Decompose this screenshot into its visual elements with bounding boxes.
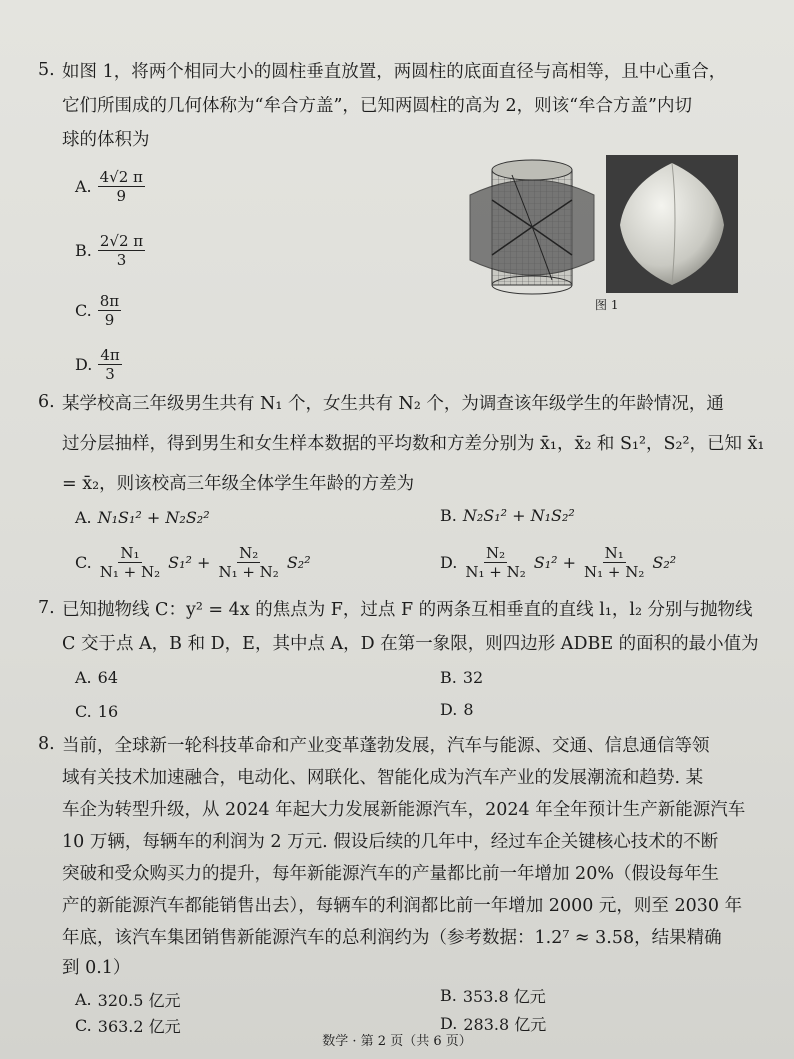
q8-number: 8. bbox=[38, 734, 55, 754]
q8-line-3: 车企为转型升级，从 2024 年起大力发展新能源汽车，2024 年全年预计生产新能源汽车 bbox=[62, 800, 746, 820]
fraction-numerator: N₁ bbox=[604, 544, 624, 562]
option-label: C. bbox=[75, 702, 92, 721]
q7-option-d bbox=[440, 700, 474, 719]
q5-option-d bbox=[75, 346, 122, 383]
option-label: D. bbox=[75, 355, 93, 374]
fraction-denominator: 3 bbox=[116, 251, 127, 269]
fraction bbox=[98, 346, 121, 383]
fraction bbox=[98, 292, 121, 329]
option-text: N₂S₁² + N₁S₂² bbox=[462, 506, 575, 525]
option-label: A. bbox=[75, 177, 92, 196]
q5-option-b bbox=[75, 232, 145, 269]
option-label: B. bbox=[440, 506, 457, 525]
option-text: N₁S₁² + N₂S₂² bbox=[97, 508, 210, 527]
option-text: 8 bbox=[463, 700, 474, 719]
q5-option-a bbox=[75, 168, 145, 205]
q7-option-c bbox=[75, 702, 118, 721]
fraction-denominator: 9 bbox=[104, 311, 115, 329]
fraction-numerator: N₁ bbox=[120, 544, 140, 562]
figure-mouhefanggai-solid bbox=[606, 155, 738, 293]
q7-option-a bbox=[75, 668, 118, 687]
option-text: 353.8 亿元 bbox=[462, 987, 546, 1006]
q5-line-3: 球的体积为 bbox=[62, 130, 150, 150]
q7-line-2: C 交于点 A，B 和 D，E，其中点 A，D 在第一象限，则四边形 ADBE 的面积的最小值为 bbox=[62, 634, 759, 654]
fraction bbox=[216, 544, 280, 581]
option-label: D. bbox=[440, 1014, 458, 1033]
option-text: 363.2 亿元 bbox=[97, 1017, 181, 1036]
option-text: S₁² + bbox=[533, 553, 577, 572]
option-label: D. bbox=[440, 553, 458, 572]
option-label: C. bbox=[75, 553, 92, 572]
fraction-denominator: 9 bbox=[116, 187, 127, 205]
q6-option-c bbox=[75, 544, 311, 581]
q6-option-a bbox=[75, 508, 210, 527]
fraction-denominator: N₁ + N₂ bbox=[218, 563, 279, 581]
q8-line-6: 产的新能源汽车都能销售出去），每辆车的利润都比前一年增加 2000 元，则至 2030 年 bbox=[62, 896, 743, 916]
fraction-denominator: N₁ + N₂ bbox=[99, 563, 161, 581]
option-text: 64 bbox=[97, 668, 118, 687]
q7-number: 7. bbox=[38, 598, 55, 618]
q7-option-b bbox=[440, 668, 483, 687]
option-label: A. bbox=[75, 990, 92, 1009]
q6-line-1: 某学校高三年级男生共有 N₁ 个，女生共有 N₂ 个，为调查该年级学生的年龄情况，通 bbox=[62, 394, 724, 414]
option-label: D. bbox=[440, 700, 458, 719]
q6-option-b bbox=[440, 506, 575, 525]
option-text: S₂² bbox=[286, 553, 311, 572]
option-label: B. bbox=[440, 986, 457, 1005]
q8-line-5: 突破和受众购买力的提升，每年新能源汽车的产量都比前一年增加 20%（假设每年生 bbox=[62, 864, 719, 884]
q8-line-1: 当前，全球新一轮科技革命和产业变革蓬勃发展，汽车与能源、交通、信息通信等领 bbox=[62, 736, 710, 756]
q6-line-3: = x̄₂，则该校高三年级全体学生年龄的方差为 bbox=[62, 474, 415, 494]
option-text: 16 bbox=[97, 702, 119, 721]
option-label: A. bbox=[75, 668, 92, 687]
option-label: B. bbox=[440, 668, 457, 687]
option-text: 32 bbox=[462, 668, 484, 687]
q8-option-a bbox=[75, 988, 181, 1011]
fraction bbox=[98, 232, 145, 269]
fraction-numerator: N₂ bbox=[239, 544, 259, 562]
option-label: A. bbox=[75, 508, 92, 527]
option-label: C. bbox=[75, 301, 92, 320]
q6-line-2: 过分层抽样，得到男生和女生样本数据的平均数和方差分别为 x̄₁，x̄₂ 和 S₁²，S₂²，已知 x̄₁ bbox=[62, 434, 765, 454]
fraction-denominator: 3 bbox=[105, 365, 115, 383]
fraction-numerator: 8π bbox=[99, 292, 120, 310]
fraction bbox=[98, 544, 162, 581]
fraction-denominator: N₁ + N₂ bbox=[584, 563, 645, 581]
fraction-numerator: 4π bbox=[100, 346, 120, 364]
q8-line-2: 域有关技术加速融合，电动化、网联化、智能化成为汽车产业的发展潮流和趋势. 某 bbox=[62, 768, 704, 788]
q6-option-d bbox=[440, 544, 676, 581]
q5-line-2: 它们所围成的几何体称为“牟合方盖”，已知两圆柱的高为 2，则该“牟合方盖”内切 bbox=[62, 96, 692, 116]
q8-line-4: 10 万辆，每辆车的利润为 2 万元. 假设后续的几年中，经过车企关键核心技术的不断 bbox=[62, 832, 719, 852]
option-text: 283.8 亿元 bbox=[463, 1015, 547, 1034]
figure-crossed-cylinders bbox=[462, 155, 602, 295]
fraction bbox=[463, 544, 527, 581]
fraction-denominator: N₁ + N₂ bbox=[465, 563, 526, 581]
q8-line-8: 到 0.1） bbox=[62, 958, 131, 978]
fraction bbox=[582, 544, 646, 581]
option-text: S₂² bbox=[652, 553, 677, 572]
page-footer: 数学 · 第 2 页（共 6 页） bbox=[322, 1034, 472, 1049]
q8-line-7: 年底，该汽车集团销售新能源汽车的总利润约为（参考数据：1.2⁷ ≈ 3.58，结果精确 bbox=[62, 928, 722, 948]
option-text: 320.5 亿元 bbox=[97, 991, 181, 1010]
fraction-numerator: 4√2 π bbox=[99, 168, 143, 186]
fraction bbox=[98, 168, 145, 205]
option-label: C. bbox=[75, 1016, 92, 1035]
q6-number: 6. bbox=[38, 392, 55, 412]
q5-line-1: 如图 1，将两个相同大小的圆柱垂直放置，两圆柱的底面直径与高相等，且中心重合， bbox=[62, 62, 727, 82]
q5-number: 5. bbox=[38, 60, 55, 80]
fraction-numerator: 2√2 π bbox=[99, 232, 144, 250]
figure-caption: 图 1 bbox=[595, 298, 619, 312]
option-text: S₁² + bbox=[168, 553, 211, 572]
q5-option-c bbox=[75, 292, 121, 329]
fraction-numerator: N₂ bbox=[485, 544, 506, 562]
q8-option-b bbox=[440, 984, 546, 1007]
option-label: B. bbox=[75, 241, 92, 260]
q7-line-1: 已知抛物线 C：y² = 4x 的焦点为 F，过点 F 的两条互相垂直的直线 l₁，l₂ 分别与抛物线 bbox=[62, 600, 753, 620]
